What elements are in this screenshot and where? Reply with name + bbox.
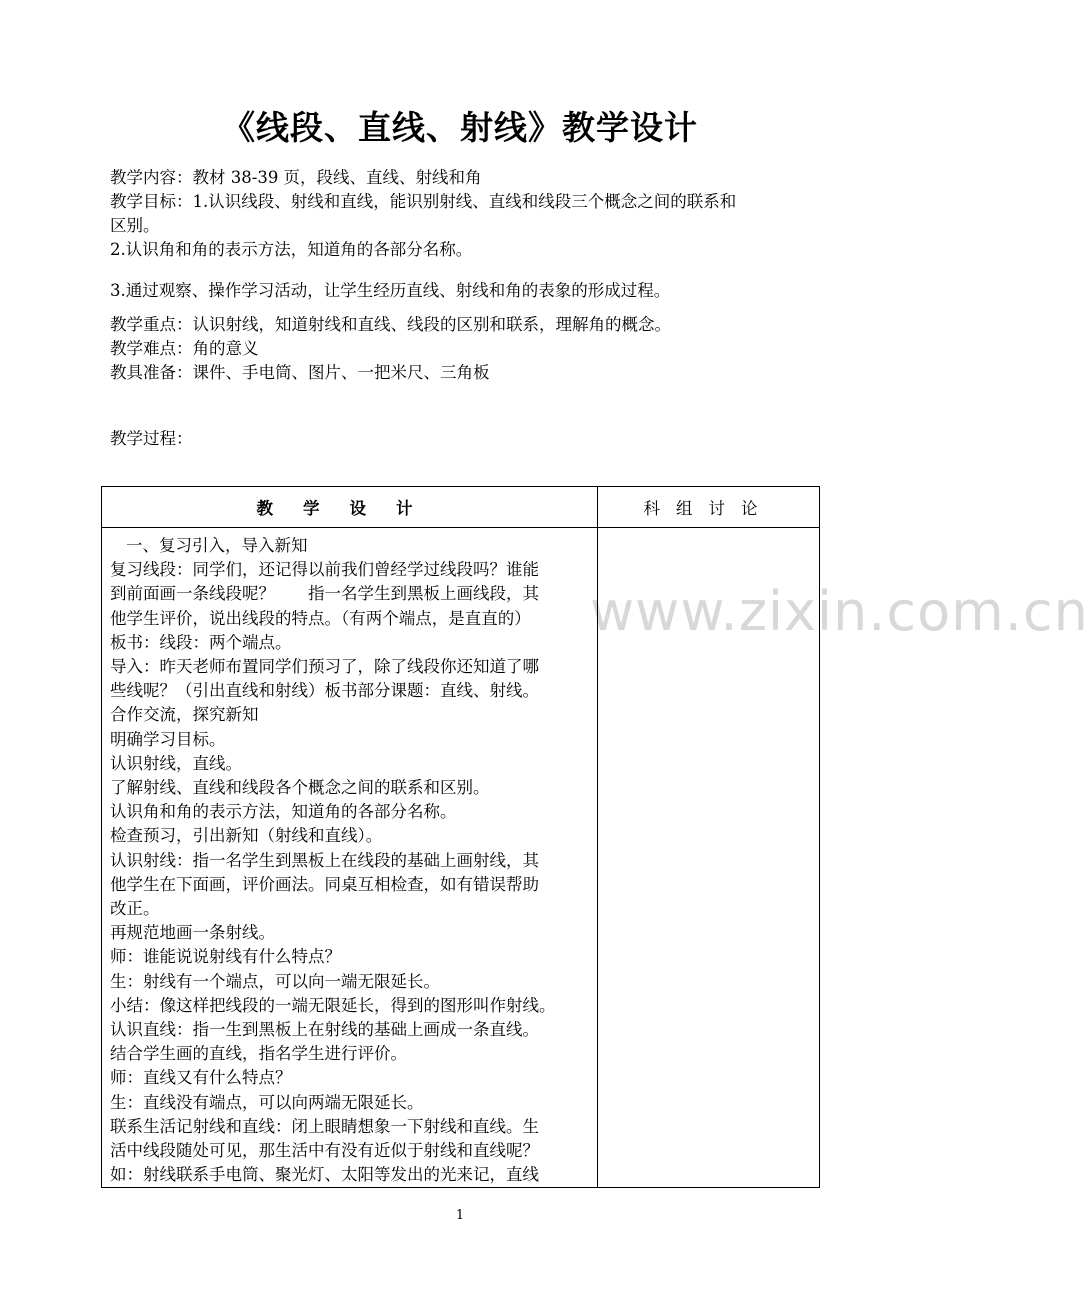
text-line: 认识射线：指一名学生到黑板上在线段的基础上画射线，其 (110, 850, 539, 870)
text-line: 认识射线，直线。 (110, 753, 242, 773)
text-line: 小结：像这样把线段的一端无限延长，得到的图形叫作射线。 (110, 995, 556, 1015)
text-line: 他学生在下面画，评价画法。同桌互相检查，如有错误帮助 (110, 874, 539, 894)
text-line: 改正。 (110, 899, 160, 919)
text-line: 联系生活记射线和直线：闭上眼睛想象一下射线和直线。生 (110, 1116, 539, 1136)
watermark: www.zixin.com.cn (590, 580, 1089, 643)
teaching-tools: 教具准备：课件、手电筒、图片、一把米尺、三角板 (110, 363, 490, 382)
text-line: 到前面画一条线段呢？ 指一名学生到黑板上画线段，其 (110, 584, 539, 604)
text-line: 再规范地画一条射线。 (110, 923, 275, 943)
lesson-table (101, 486, 820, 1188)
text-line: 生：射线有一个端点，可以向一端无限延长。 (110, 971, 440, 991)
text-line: 检查预习，引出新知（射线和直线）。 (110, 826, 383, 846)
table-header-design: 教学设计 (102, 487, 598, 528)
text-line: 活中线段随处可见，那生活中有没有近似于射线和直线呢？ (110, 1141, 539, 1161)
text-line: 如：射线联系手电筒、聚光灯、太阳等发出的光来记，直线 (110, 1165, 539, 1185)
text-line: 导入：昨天老师布置同学们预习了，除了线段你还知道了哪 (110, 657, 539, 677)
teaching-goal-2: 2.认识角和角的表示方法，知道角的各部分名称。 (110, 240, 473, 259)
text-line: 师：谁能说说射线有什么特点？ (110, 947, 341, 967)
text-line: 板书：线段：两个端点。 (110, 632, 292, 652)
text-line: 他学生评价，说出线段的特点。（有两个端点，是直直的） (110, 608, 531, 628)
lesson-design-cell (102, 528, 598, 1188)
teaching-content: 教学内容：教材 38-39 页，段线、直线、射线和角 (110, 168, 482, 187)
text-line: 合作交流，探究新知 (110, 705, 259, 725)
text-line: 师：直线又有什么特点？ (110, 1068, 292, 1088)
text-line: 结合学生画的直线，指名学生进行评价。 (110, 1044, 407, 1064)
teaching-goal-line-2: 区别。 (110, 216, 160, 235)
document-title: 《线段、直线、射线》教学设计 (222, 108, 698, 147)
teaching-goal-3: 3.通过观察、操作学习活动，让学生经历直线、射线和角的表象的形成过程。 (110, 281, 671, 300)
text-line: 认识直线：指一生到黑板上在射线的基础上画成一条直线。 (110, 1020, 539, 1040)
text-line: 生：直线没有端点，可以向两端无限延长。 (110, 1092, 424, 1112)
teaching-goal-line-1: 教学目标：1.认识线段、射线和直线，能识别射线、直线和线段三个概念之间的联系和 (110, 192, 737, 211)
text-line: 明确学习目标。 (110, 729, 226, 749)
teaching-difficulty: 教学难点：角的意义 (110, 339, 259, 358)
teaching-process-label: 教学过程： (110, 429, 193, 448)
discussion-cell (598, 528, 820, 1188)
text-line: 复习线段：同学们，还记得以前我们曾经学过线段吗？谁能 (110, 560, 539, 580)
teaching-key-points: 教学重点：认识射线，知道射线和直线、线段的区别和联系，理解角的概念。 (110, 315, 671, 334)
page-number: 1 (455, 1208, 465, 1223)
text-line: 些线呢？（引出直线和射线）板书部分课题：直线、射线。 (110, 681, 539, 701)
text-line: 认识角和角的表示方法，知道角的各部分名称。 (110, 802, 457, 822)
table-header-discussion: 科组讨论 (598, 487, 820, 528)
text-line: 一、复习引入，导入新知 (126, 536, 308, 555)
text-line: 了解射线、直线和线段各个概念之间的联系和区别。 (110, 778, 490, 798)
